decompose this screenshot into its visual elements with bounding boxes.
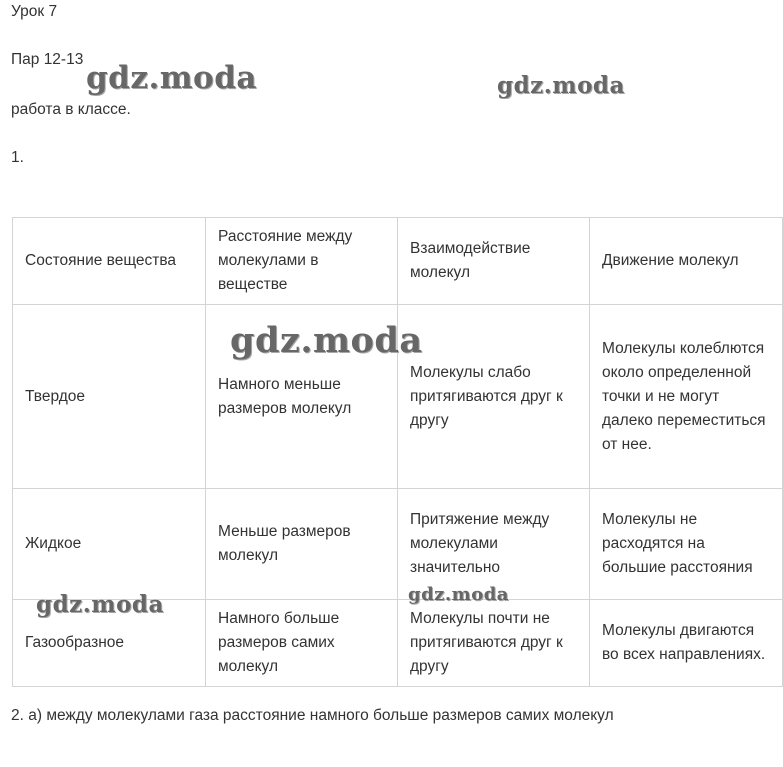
table-header-row <box>13 218 783 305</box>
table-cell: Молекулы не расходятся на большие расстояния <box>590 489 783 600</box>
task-number-1: 1. <box>11 149 24 166</box>
table-row <box>13 489 783 600</box>
table-cell: Молекулы двигаются во всех направлениях. <box>590 600 783 687</box>
table-cell: Намного больше размеров самих молекул <box>206 600 398 687</box>
states-of-matter-table <box>12 217 783 687</box>
work-type-label: работа в классе. <box>11 101 131 118</box>
table-cell: Жидкое <box>13 489 206 600</box>
watermark: gdz.moda <box>408 584 509 605</box>
table-cell: Молекулы колеблются около определенной точки и не могут далеко переместиться от нее. <box>590 305 783 489</box>
watermark: gdz.moda <box>230 320 423 361</box>
paragraph-reference: Пар 12-13 <box>11 51 84 68</box>
answer-2: 2. а) между молекулами газа расстояние намного больше размеров самих молекул <box>11 707 614 724</box>
lesson-title: Урок 7 <box>11 3 58 20</box>
watermark: gdz.moda <box>36 591 164 618</box>
header-cell-interaction: Взаимодействие молекул <box>398 218 590 305</box>
table-cell: Притяжение между молекулами значительно <box>398 489 590 600</box>
table-cell: Молекулы слабо притягиваются друг к другу <box>398 305 590 489</box>
table-cell: Меньше размеров молекул <box>206 489 398 600</box>
table-cell: Твердое <box>13 305 206 489</box>
watermark: gdz.moda <box>86 60 257 96</box>
header-cell-distance: Расстояние между молекулами в веществе <box>206 218 398 305</box>
table-cell: Намного меньше размеров молекул <box>206 305 398 489</box>
header-cell-motion: Движение молекул <box>590 218 783 305</box>
header-cell-state: Состояние вещества <box>13 218 206 305</box>
table-cell: Газообразное <box>13 600 206 687</box>
watermark: gdz.moda <box>497 72 625 99</box>
table-row <box>13 305 783 489</box>
table-row <box>13 600 783 687</box>
table-cell: Молекулы почти не притягиваются друг к другу <box>398 600 590 687</box>
